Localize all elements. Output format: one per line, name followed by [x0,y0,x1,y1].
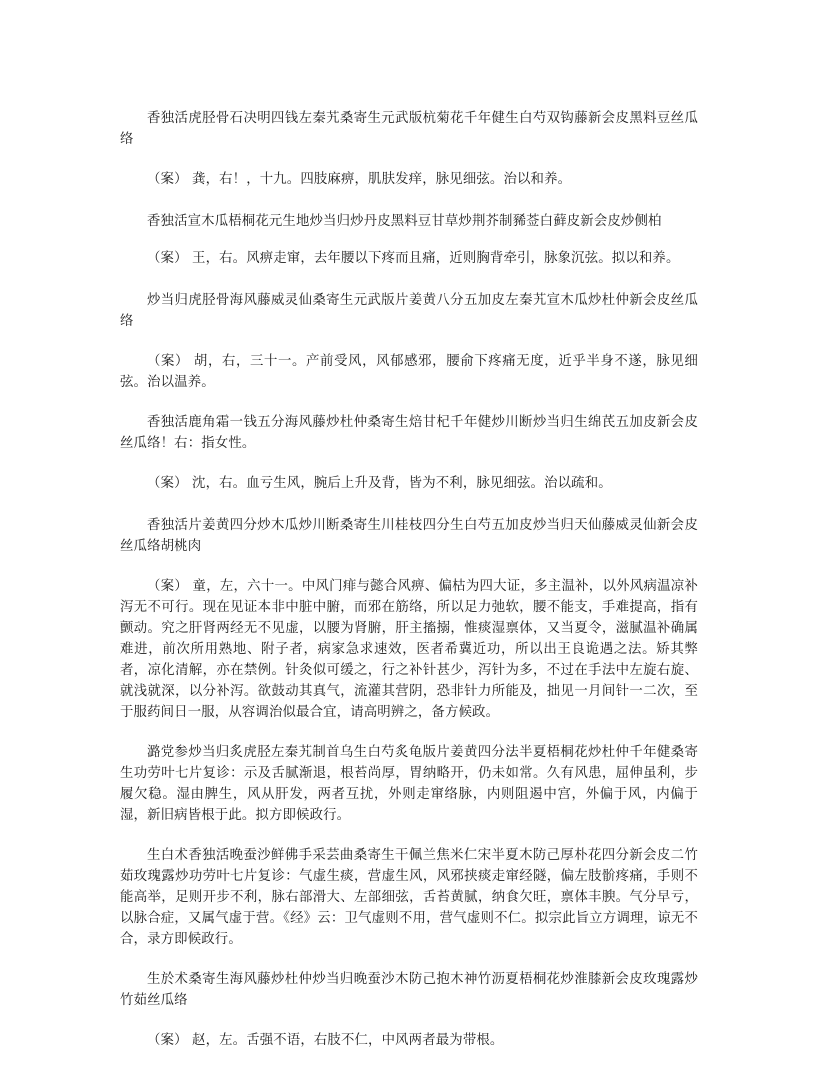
prescription-followup-paragraph: 生白术香独活晚蚕沙鲜佛手采芸曲桑寄生干佩兰焦米仁宋半夏木防己厚朴花四分新会皮二竹茹玫瑰露炒功劳叶七片复诊：气虚生痰，营虚生风，风邪挟痰走窜经隧，偏左肢骱疼痛，手则不能高举，足则开步不利，脉右部滑大、左部细弦，舌苔黄腻，纳食欠旺，禀体丰腴。气分早亏，以脉合症，又属气虚于营。《经》云：卫气虚则不用，营气虚则不仁。拟宗此旨立方调理，谅无不合，录方即候政行。 [120,848,698,947]
case-note-paragraph: （案） 龚，右！，十九。四肢麻痹，肌肤发痒，脉见细弦。治以和养。 [147,172,572,187]
prescription-paragraph: 香独活宣木瓜梧桐花元生地炒当归炒丹皮黑料豆甘草炒荆芥制豨莶白藓皮新会皮炒侧柏 [147,214,662,229]
case-note-paragraph: （案） 童，左，六十一。中风门痱与懿合风痹、偏枯为四大证，多主温补，以外风病温凉补泻无不可行。现在见证本非中脏中腑，而邪在筋络，所以足力弛软，腰不能支，手难提高，指有颤动。究之肝肾两经无不见虚，以腰为肾腑，肝主搐搦，惟痰湿禀体，又当夏令，滋腻温补确属难进，前次所用熟地、附子者，病家急求速效，医者希冀近功，所以出王良诡遇之法。矫其弊者，凉化清解，亦在禁例。针灸似可缓之，行之补针甚少，泻针为多，不过在手法中左旋右旋、就浅就深，以分补泻。欲鼓动其真气，流灌其营阴，恐非针力所能及，拙见一月间针一二次，至于服药间日一服，从容调治似最合宜，请高明辨之，备方候政。 [120,579,698,720]
prescription-followup-paragraph: 潞党参炒当归炙虎胫左秦艽制首乌生白芍炙龟版片姜黄四分法半夏梧桐花炒杜仲千年健桑寄生功劳叶七片复诊：示及舌腻渐退，根苔尚厚，胃纳略开，仍未如常。久有风患，屈伸虽利，步履欠稳。湿由脾生，风从肝发，两者互扰，外则走窜络脉，内则阻遏中宫，外偏于风，内偏于湿，新旧病皆根于此。拟方即候政行。 [120,745,698,823]
case-note-paragraph: （案） 胡，右，三十一。产前受风，风郁感邪，腰俞下疼痛无度，近乎半身不遂，脉见细弦。治以温养。 [120,354,698,390]
prescription-paragraph: 炒当归虎胫骨海风藤威灵仙桑寄生元武版片姜黄八分五加皮左秦艽宣木瓜炒杜仲新会皮丝瓜络 [120,293,698,329]
case-note-paragraph: （案） 王，右。风痹走窜，去年腰以下疼而且痛，近则胸背牵引，脉象沉弦。拟以和养。 [147,251,680,266]
prescription-paragraph: 生於术桑寄生海风藤炒杜仲炒当归晚蚕沙木防己抱木神竹沥夏梧桐花炒淮膝新会皮玫瑰露炒竹茹丝瓜络 [120,972,698,1008]
prescription-paragraph: 香独活片姜黄四分炒木瓜炒川断桑寄生川桂枝四分生白芍五加皮炒当归天仙藤威灵仙新会皮丝瓜络胡桃肉 [120,518,698,554]
prescription-paragraph: 香独活鹿角霜一钱五分海风藤炒杜仲桑寄生焙甘杞千年健炒川断炒当归生绵芪五加皮新会皮丝瓜络！右：指女性。 [120,415,698,451]
case-note-paragraph: （案） 赵，左。舌强不语，右肢不仁，中风两者最为带根。 [147,1033,504,1048]
prescription-paragraph: 香独活虎胫骨石决明四钱左秦艽桑寄生元武版杭菊花千年健生白芍双钩藤新会皮黑料豆丝瓜络 [120,111,698,147]
case-note-paragraph: （案） 沈，右。血亏生风，腕后上升及背，皆为不利，脉见细弦。治以疏和。 [147,476,612,491]
document-body [120,108,698,1070]
